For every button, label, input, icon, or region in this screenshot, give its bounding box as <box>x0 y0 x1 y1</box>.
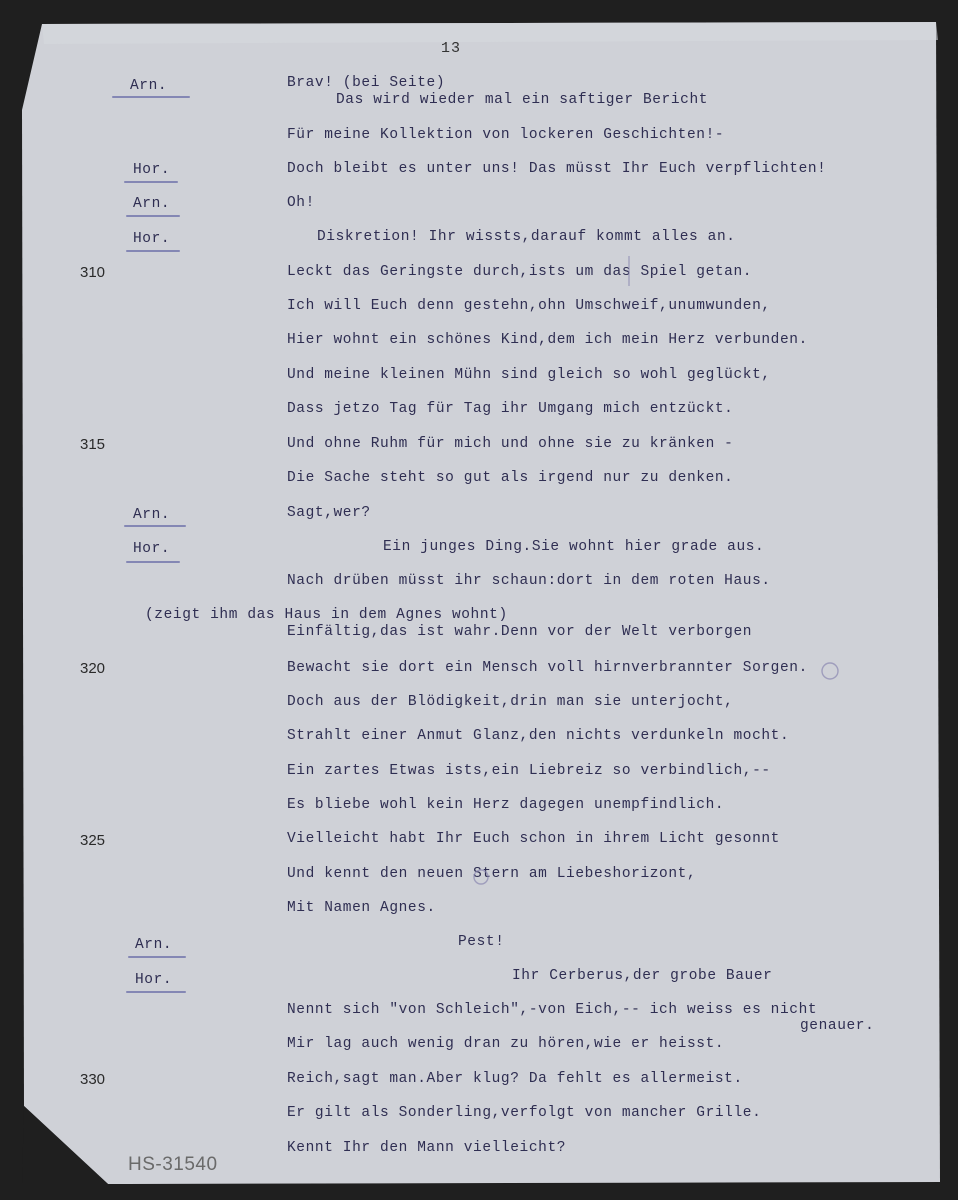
text-line: Es bliebe wohl kein Herz dagegen unempfindlich. <box>287 797 725 813</box>
speaker-label: Arn. <box>133 507 171 523</box>
text-line: Mir lag auch wenig dran zu hören,wie er heisst. <box>287 1036 725 1052</box>
text-line: Ich will Euch denn gestehn,ohn Umschweif,unumwunden, <box>287 298 771 314</box>
speaker-label: Hor. <box>133 162 171 178</box>
text-line: Und kennt den neuen Stern am Liebeshorizont, <box>287 866 697 882</box>
speaker-label: Hor. <box>133 231 171 247</box>
text-line: Kennt Ihr den Mann vielleicht? <box>287 1140 567 1156</box>
speaker-label: Hor. <box>133 541 171 557</box>
text-line: Ein junges Ding.Sie wohnt hier grade aus. <box>383 539 765 555</box>
text-line: Brav! (bei Seite) <box>287 75 446 91</box>
text-line: Und meine kleinen Mühn sind gleich so wohl geglückt, <box>287 367 771 383</box>
archive-mark: HS-31540 <box>128 1154 218 1175</box>
text-line: Hier wohnt ein schönes Kind,dem ich mein Herz verbunden. <box>287 332 808 348</box>
text-line: Doch bleibt es unter uns! Das müsst Ihr Euch verpflichten! <box>287 161 827 177</box>
speaker-underline <box>124 181 178 183</box>
speaker-underline <box>124 525 186 527</box>
pencil-mark-icon <box>818 660 844 682</box>
speaker-underline <box>126 215 180 217</box>
text-line: Ein zartes Etwas ists,ein Liebreiz so verbindlich,-- <box>287 763 771 779</box>
speaker-label: Arn. <box>130 78 168 94</box>
verse-line-number: 330 <box>80 1071 106 1088</box>
speaker-underline <box>126 991 186 993</box>
verse-line-number: 315 <box>80 436 106 453</box>
text-line: Pest! <box>458 934 505 950</box>
speaker-underline <box>128 956 186 958</box>
text-line: Dass jetzo Tag für Tag ihr Umgang mich entzückt. <box>287 401 734 417</box>
text-line: Nach drüben müsst ihr schaun:dort in dem roten Haus. <box>287 573 771 589</box>
verse-line-number: 320 <box>80 660 106 677</box>
text-line: Er gilt als Sonderling,verfolgt von mancher Grille. <box>287 1105 762 1121</box>
text-line: Reich,sagt man.Aber klug? Da fehlt es allermeist. <box>287 1071 743 1087</box>
text-line: Vielleicht habt Ihr Euch schon in ihrem Licht gesonnt <box>287 831 780 847</box>
text-line: Doch aus der Blödigkeit,drin man sie unterjocht, <box>287 694 734 710</box>
verse-line-number: 325 <box>80 832 106 849</box>
text-line: Und ohne Ruhm für mich und ohne sie zu kränken - <box>287 436 734 452</box>
speaker-label: Arn. <box>133 196 171 212</box>
speaker-label: Hor. <box>135 972 173 988</box>
speaker-underline <box>112 96 190 98</box>
text-line: Oh! <box>287 195 315 211</box>
text-line: genauer. <box>800 1018 875 1034</box>
text-line: Sagt,wer? <box>287 505 371 521</box>
text-line: Für meine Kollektion von lockeren Geschichten!- <box>287 127 725 143</box>
text-line: Einfältig,das ist wahr.Denn vor der Welt verborgen <box>287 624 753 640</box>
verse-line-number: 310 <box>80 264 106 281</box>
speaker-underline <box>126 250 180 252</box>
text-line: Nennt sich "von Schleich",-von Eich,-- ich weiss es nicht <box>287 1002 818 1018</box>
stage-direction: (zeigt ihm das Haus in dem Agnes wohnt) <box>145 607 508 623</box>
text-line: Ihr Cerberus,der grobe Bauer <box>512 968 773 984</box>
page-number: 13 <box>441 40 462 57</box>
text-line: Die Sache steht so gut als irgend nur zu denken. <box>287 470 734 486</box>
text-line: Strahlt einer Anmut Glanz,den nichts verdunkeln mocht. <box>287 728 790 744</box>
text-line: Leckt das Geringste durch,ists um das Spiel getan. <box>287 264 753 280</box>
text-line: Bewacht sie dort ein Mensch voll hirnverbrannter Sorgen. <box>287 660 808 676</box>
text-line: Mit Namen Agnes. <box>287 900 436 916</box>
pencil-mark-icon <box>470 866 492 888</box>
speaker-underline <box>126 561 180 563</box>
text-line: Diskretion! Ihr wissts,darauf kommt alles an. <box>317 229 736 245</box>
pencil-mark-icon <box>624 254 634 288</box>
speaker-label: Arn. <box>135 937 173 953</box>
text-line: Das wird wieder mal ein saftiger Bericht <box>336 92 709 108</box>
